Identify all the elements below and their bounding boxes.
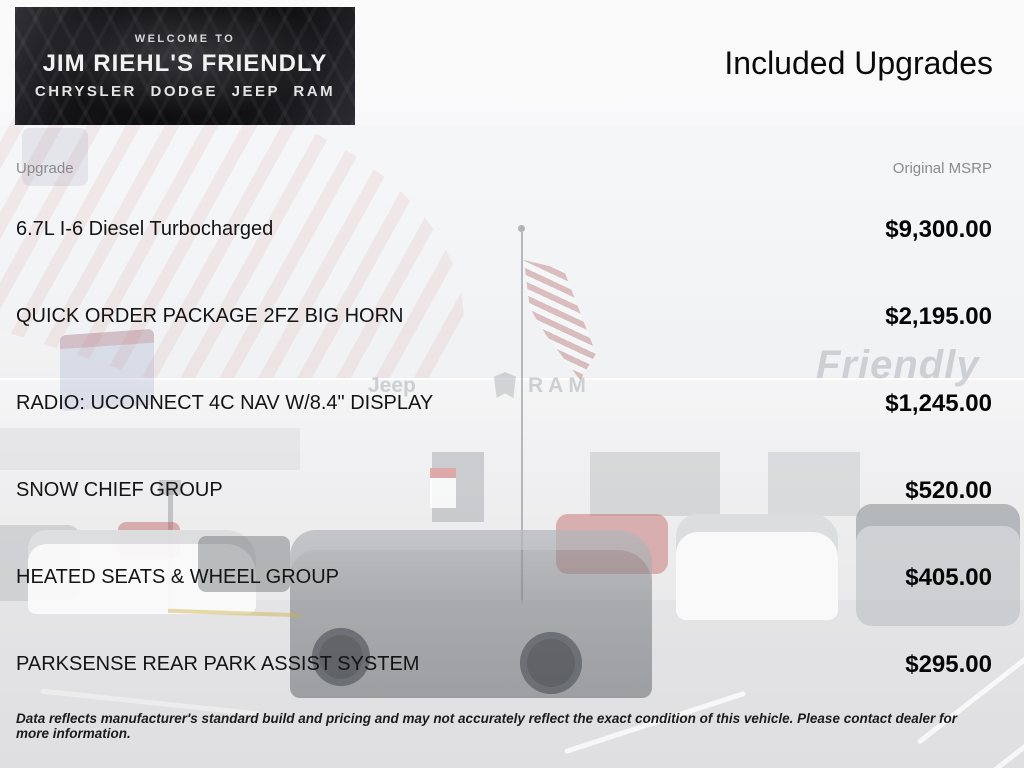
table-row (16, 273, 992, 360)
banner-brands: CHRYSLER DODGE JEEP RAM (34, 82, 336, 100)
table-row (16, 534, 992, 621)
page-title: Included Upgrades (724, 45, 993, 81)
column-header-upgrade: Upgrade (16, 159, 74, 177)
disclaimer-text: Data reflects manufacturer's standard build and pricing and may not accurately reflect the exact condition of this vehicle. Please contact dealer for more information. (16, 711, 957, 741)
upgrade-price: $295.00 (905, 650, 992, 678)
table-header (16, 150, 992, 186)
upgrade-price: $520.00 (905, 476, 992, 504)
bg-jeep-sign: Jeep (368, 374, 416, 397)
table-row (16, 360, 992, 447)
upgrade-name: 6.7L I-6 Diesel Turbocharged (16, 218, 274, 240)
banner-dealer-name: JIM RIEHL'S FRIENDLY (42, 49, 328, 77)
upgrade-name: SNOW CHIEF GROUP (16, 479, 223, 501)
upgrade-name: QUICK ORDER PACKAGE 2FZ BIG HORN (16, 305, 404, 327)
upgrade-name: RADIO: UCONNECT 4C NAV W/8.4" DISPLAY (16, 392, 434, 414)
table-row (16, 621, 992, 708)
bg-ram-sign: RAM (528, 374, 591, 397)
bg-friendly-building-sign: Friendly (816, 343, 980, 387)
upgrade-price: $405.00 (905, 563, 992, 591)
upgrade-name: PARKSENSE REAR PARK ASSIST SYSTEM (16, 653, 420, 675)
upgrade-price: $1,245.00 (885, 389, 992, 417)
upgrade-price: $9,300.00 (885, 215, 992, 243)
column-header-msrp: Original MSRP (892, 159, 992, 177)
banner-welcome-text: WELCOME TO (134, 32, 236, 45)
table-row (16, 447, 992, 534)
dealer-banner (15, 7, 355, 125)
table-row (16, 186, 992, 273)
upgrade-name: HEATED SEATS & WHEEL GROUP (16, 566, 340, 588)
upgrades-table (16, 150, 992, 708)
upgrade-price: $2,195.00 (885, 302, 992, 330)
